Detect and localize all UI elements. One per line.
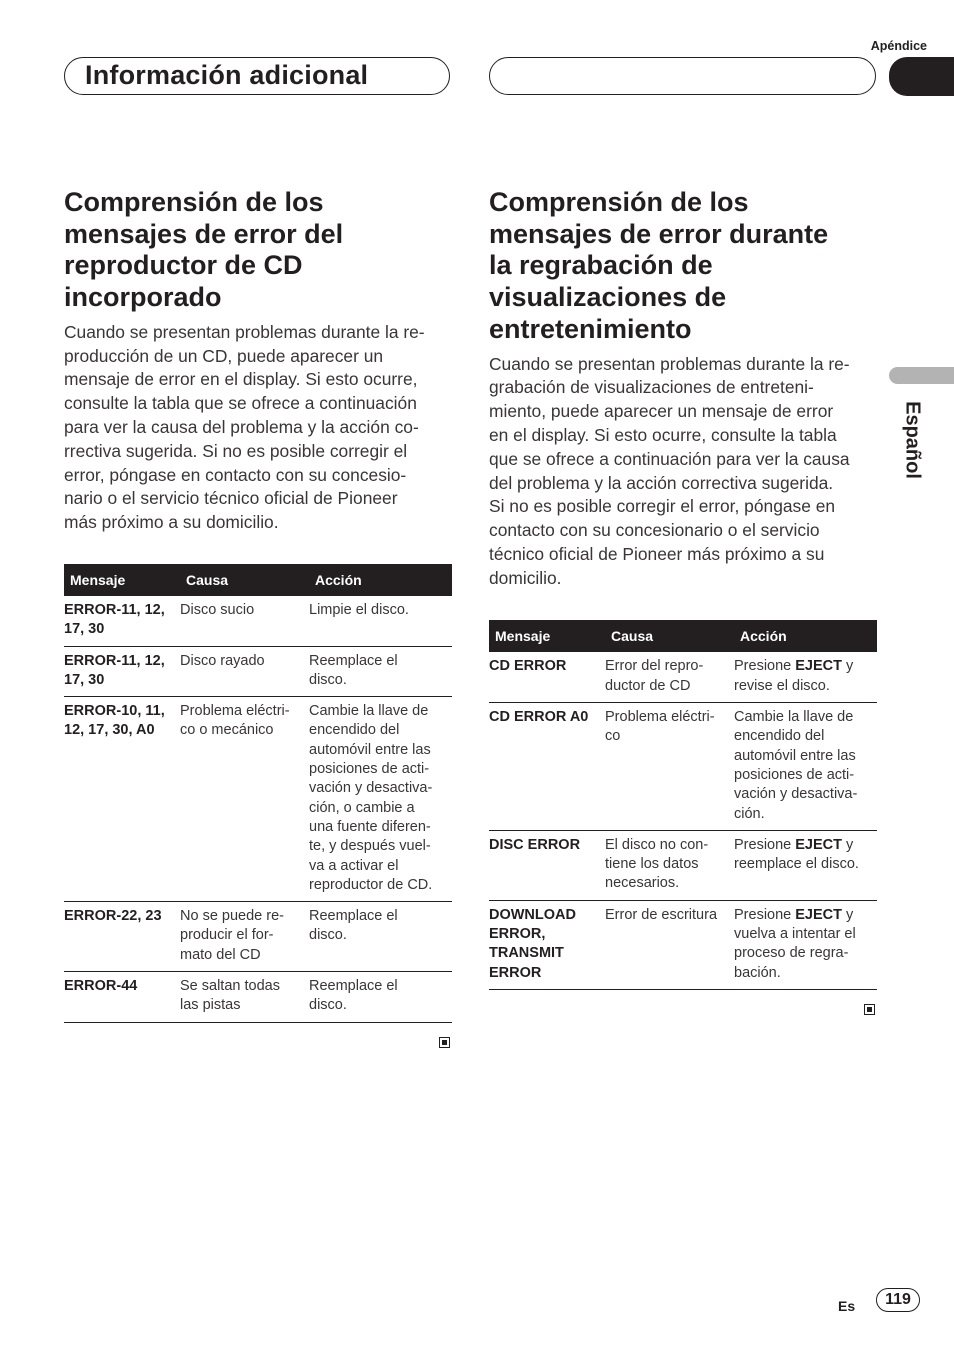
cause-cell	[605, 652, 734, 702]
action-cell	[734, 900, 877, 989]
action-cell	[309, 697, 452, 902]
body-line: en el display. Si esto ocurre, consulte la tabla	[489, 424, 837, 445]
cell-line	[734, 906, 877, 925]
cell-line: CD ERROR A0	[489, 709, 589, 726]
cell-line: Disco sucio	[180, 601, 255, 618]
body-line: del problema y la acción correctiva sugerida.	[489, 472, 834, 493]
action-cell	[309, 596, 452, 646]
message-cell	[64, 646, 180, 697]
heading-line: visualizaciones de	[489, 282, 727, 313]
heading-line: mensajes de error durante	[489, 218, 829, 249]
cause-cell	[605, 830, 734, 900]
body-line: mensaje de error en el display. Si esto ocurre,	[64, 369, 418, 390]
cell-line: El disco no con-	[605, 836, 709, 853]
cause-cell	[605, 703, 734, 831]
language-tab	[888, 395, 936, 485]
column-header: Acción	[740, 628, 787, 645]
body-line: producción de un CD, puede aparecer un	[64, 345, 384, 366]
message-cell	[64, 972, 180, 1023]
message-cell	[489, 830, 605, 900]
body-line: nario o el servicio técnico oficial de Pioneer	[64, 488, 398, 509]
column-header: Mensaje	[495, 628, 551, 645]
cell-line: ERROR-11, 12,	[64, 601, 165, 618]
cell-line: mato del CD	[180, 946, 261, 963]
message-cell	[489, 900, 605, 989]
action-cell	[309, 972, 452, 1023]
left-column	[64, 187, 452, 1048]
cell-line: Error de escritura	[605, 906, 718, 923]
right-intro-paragraph	[489, 353, 877, 591]
table-row	[489, 900, 877, 989]
table-row	[64, 972, 452, 1023]
cell-line: ductor de CD	[605, 677, 691, 694]
body-line: que se ofrece a continuación para ver la causa	[489, 448, 850, 469]
heading-line: la regrabación de	[489, 250, 713, 281]
body-line: miento, puede aparecer un mensaje de error	[489, 401, 834, 422]
column-header: Causa	[611, 628, 654, 645]
cell-line: DISC ERROR	[489, 836, 581, 853]
section-title: Información adicional	[85, 60, 369, 90]
cell-line: Error del repro-	[605, 658, 704, 675]
table-row	[64, 697, 452, 902]
cell-line: una fuente diferen-	[309, 818, 431, 835]
cell-line: Limpie el disco.	[309, 601, 409, 618]
action-prefix: Presione	[734, 906, 796, 923]
chapter-tab	[889, 57, 954, 96]
section-title-pill	[64, 57, 450, 95]
table-row	[64, 902, 452, 972]
message-cell	[489, 703, 605, 831]
table-header-row	[64, 564, 452, 596]
table-row	[489, 652, 877, 702]
cell-line: Problema eléctri-	[605, 709, 715, 726]
cell-line: ERROR-44	[64, 978, 138, 995]
heading-line: Comprensión de los	[64, 187, 324, 217]
cause-cell	[180, 697, 309, 902]
cause-cell	[180, 646, 309, 697]
cell-line: revise el disco.	[734, 677, 830, 694]
cause-cell	[180, 972, 309, 1023]
action-prefix: Presione	[734, 658, 796, 675]
action-cell	[309, 902, 452, 972]
body-line: domicilio.	[489, 567, 562, 588]
body-line: para ver la causa del problema y la acción co-	[64, 417, 419, 437]
column-header: Acción	[315, 571, 362, 588]
left-error-table	[64, 564, 452, 1023]
cell-line: Problema eléctri-	[180, 703, 290, 720]
body-line: Cuando se presentan problemas durante la re-	[489, 353, 850, 374]
message-cell	[64, 596, 180, 646]
action-cell	[734, 652, 877, 702]
cell-line: reemplace el disco.	[734, 856, 859, 873]
eject-button-label: EJECT	[795, 836, 843, 853]
cell-line: tiene los datos	[605, 856, 699, 873]
action-suffix: y	[842, 836, 854, 853]
cell-line: vuelva a intentar el	[734, 926, 856, 943]
cell-line: posiciones de acti-	[309, 761, 430, 778]
cell-line: producir el for-	[180, 927, 274, 944]
cell-line: vación y desactiva-	[309, 780, 433, 797]
heading-line: Comprensión de los	[489, 187, 749, 217]
cell-line: automóvil entre las	[309, 741, 431, 758]
right-column	[489, 187, 877, 1015]
cell-line: proceso de regra-	[734, 945, 849, 962]
language-tab-label: Español	[901, 401, 924, 479]
cell-line: 12, 17, 30, A0	[64, 722, 155, 739]
left-section-heading	[64, 187, 452, 314]
table-row	[489, 830, 877, 900]
cell-line: Cambie la llave de	[734, 709, 854, 726]
cell-line: DOWNLOAD	[489, 906, 576, 923]
action-cell	[309, 646, 452, 697]
right-error-table	[489, 620, 877, 989]
table-row	[64, 646, 452, 697]
cell-line: CD ERROR	[489, 658, 567, 675]
cell-line: encendido del	[309, 722, 400, 739]
cell-line: Se saltan todas	[180, 978, 280, 995]
cell-line: ERROR-22, 23	[64, 908, 162, 925]
cell-line: vación y desactiva-	[734, 786, 858, 803]
cell-line: te, y después vuel-	[309, 838, 431, 855]
table-row	[489, 703, 877, 831]
cell-line: Reemplace el	[309, 652, 398, 669]
heading-line: entretenimiento	[489, 313, 692, 344]
cell-line: Reemplace el	[309, 908, 398, 925]
cell-line: No se puede re-	[180, 908, 284, 925]
body-line: Si no es posible corregir el error, póngase en	[489, 496, 836, 517]
action-suffix: y	[842, 906, 854, 923]
cell-line: co	[605, 728, 621, 745]
cell-line: automóvil entre las	[734, 747, 856, 764]
body-line: grabación de visualizaciones de entreteni-	[489, 377, 814, 398]
cause-cell	[605, 900, 734, 989]
cell-line: bación.	[734, 964, 781, 981]
body-line: contacto con su concesionario o el servicio	[489, 520, 820, 541]
cell-line: ERROR	[489, 964, 542, 981]
cell-line: ción, o cambie a	[309, 799, 415, 816]
cell-line: disco.	[309, 927, 347, 944]
cell-line: Cambie la llave de	[309, 703, 429, 720]
eject-button-label: EJECT	[795, 658, 843, 675]
body-line: más próximo a su domicilio.	[64, 512, 279, 533]
action-cell	[734, 703, 877, 831]
cell-line: disco.	[309, 671, 347, 688]
message-cell	[64, 902, 180, 972]
cell-line: necesarios.	[605, 875, 680, 892]
appendix-label: Apéndice	[870, 39, 927, 53]
right-section-heading	[489, 187, 877, 346]
column-header: Causa	[186, 571, 229, 588]
cell-line: TRANSMIT	[489, 945, 564, 962]
cell-line: disco.	[309, 997, 347, 1014]
table-header-row	[489, 620, 877, 652]
message-cell	[489, 652, 605, 702]
cell-line: 17, 30	[64, 621, 105, 638]
cause-cell	[180, 902, 309, 972]
body-line: Cuando se presentan problemas durante la re-	[64, 321, 425, 342]
eject-button-label: EJECT	[795, 906, 843, 923]
header-pill-empty	[489, 57, 876, 95]
cell-line: 17, 30	[64, 671, 105, 688]
cell-line: posiciones de acti-	[734, 766, 855, 783]
action-cell	[734, 830, 877, 900]
body-line: rrectiva sugerida. Si no es posible corregir el	[64, 440, 408, 461]
cell-line: encendido del	[734, 728, 825, 745]
column-header: Mensaje	[70, 571, 126, 588]
left-intro-paragraph	[64, 321, 452, 535]
cell-line: Disco rayado	[180, 652, 265, 669]
cell-line: reproductor de CD.	[309, 876, 433, 893]
end-of-section-icon	[864, 1004, 875, 1015]
body-line: consulte la tabla que se ofrece a continuación	[64, 393, 417, 414]
cell-line	[734, 657, 877, 676]
cell-line: ción.	[734, 805, 765, 822]
language-tab-marker	[889, 367, 954, 384]
page-number: 119	[876, 1288, 920, 1312]
heading-line: reproductor de CD	[64, 250, 303, 281]
cell-line: Reemplace el	[309, 978, 398, 995]
cell-line: va a activar el	[309, 857, 399, 874]
body-line: técnico oficial de Pioneer más próximo a su	[489, 543, 825, 564]
heading-line: incorporado	[64, 282, 222, 313]
end-of-section-icon	[439, 1037, 450, 1048]
table-row	[64, 596, 452, 646]
footer-language-code: Es	[838, 1298, 856, 1314]
cell-line: ERROR-10, 11,	[64, 703, 165, 720]
action-prefix: Presione	[734, 836, 796, 853]
cell-line	[734, 836, 877, 855]
cause-cell	[180, 596, 309, 646]
cell-line: ERROR,	[489, 926, 546, 943]
message-cell	[64, 697, 180, 902]
cell-line: co o mecánico	[180, 722, 274, 739]
cell-line: las pistas	[180, 997, 241, 1014]
cell-line: ERROR-11, 12,	[64, 652, 165, 669]
body-line: error, póngase en contacto con su concesio-	[64, 464, 407, 485]
heading-line: mensajes de error del	[64, 218, 344, 249]
action-suffix: y	[842, 658, 854, 675]
